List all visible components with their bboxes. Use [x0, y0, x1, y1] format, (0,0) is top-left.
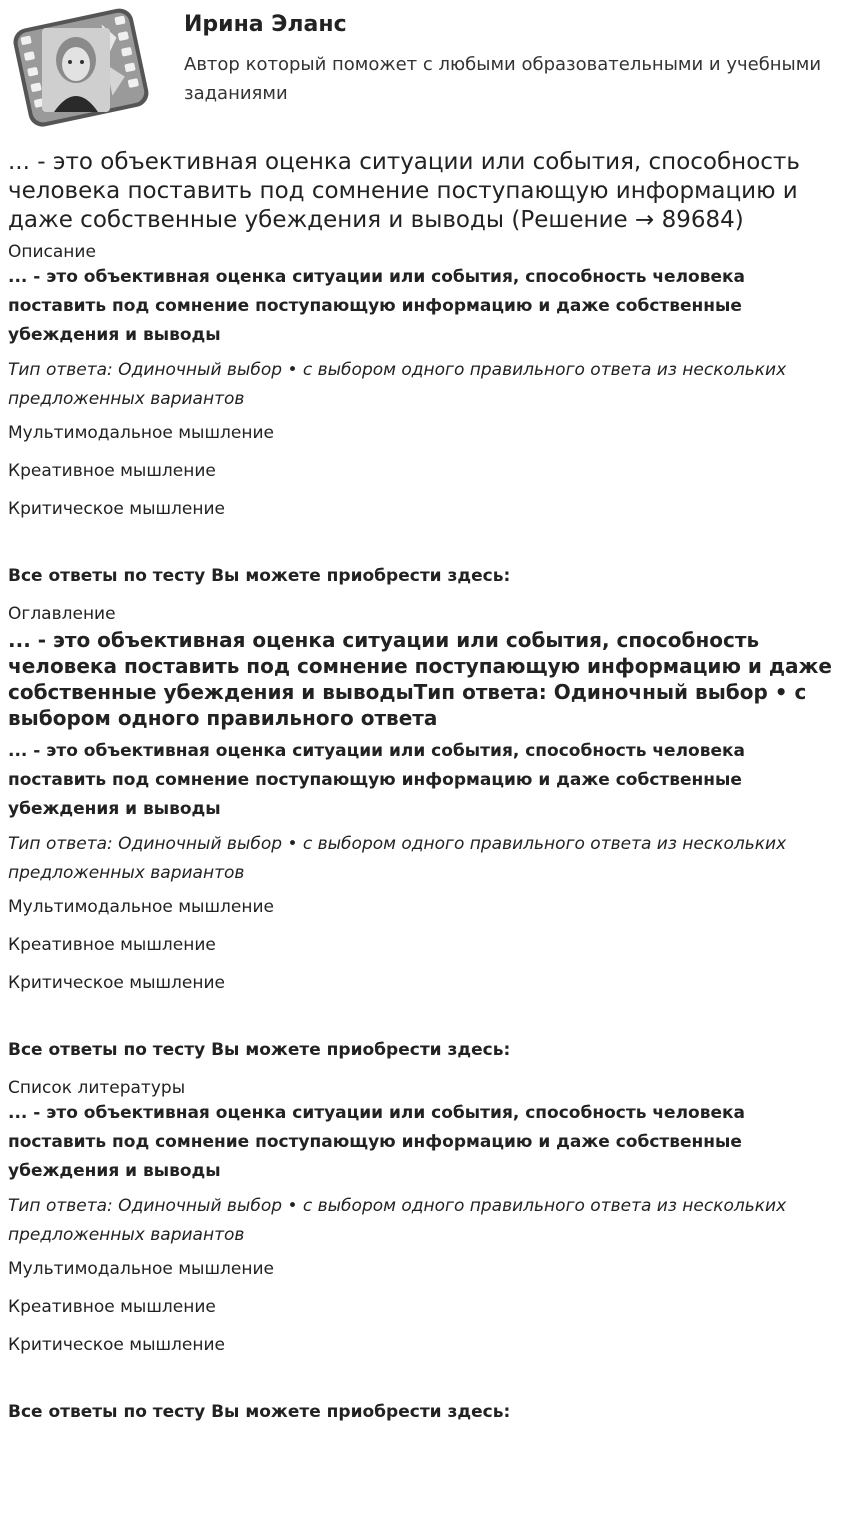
literature-section: [8, 1077, 840, 1427]
section-label-description: Описание: [8, 242, 96, 262]
description-section: [8, 241, 840, 591]
answer-option: Критическое мышление: [8, 973, 225, 993]
question-text: ... - это объективная оценка ситуации или события, способность человека поставить под сомнение поступающую информацию и даже собственные убеждения и выводы: [8, 741, 746, 819]
answer-type: Тип ответа: Одиночный выбор • с выбором одного правильного ответа из нескольких предложенных вариантов: [8, 1196, 787, 1245]
answer-option: Креативное мышление: [8, 461, 216, 481]
toc-section: [8, 603, 840, 1065]
author-header: [0, 0, 847, 135]
buy-answers-text: Все ответы по тесту Вы можете приобрести здесь:: [8, 1040, 511, 1060]
answer-option: Креативное мышление: [8, 1297, 216, 1317]
question-text: ... - это объективная оценка ситуации или события, способность человека поставить под сомнение поступающую информацию и даже собственные убеждения и выводы: [8, 1103, 746, 1181]
answer-option: Критическое мышление: [8, 1335, 225, 1355]
answer-option: Мультимодальное мышление: [8, 1259, 274, 1279]
answer-type: Тип ответа: Одиночный выбор • с выбором одного правильного ответа из нескольких предложенных вариантов: [8, 360, 787, 409]
author-name[interactable]: Ирина Эланс: [184, 12, 347, 37]
buy-answers-text: Все ответы по тесту Вы можете приобрести здесь:: [8, 1402, 511, 1422]
author-description: Автор который поможет с любыми образовательными и учебными заданиями: [184, 54, 822, 104]
toc-heading: ... - это объективная оценка ситуации или события, способность человека поставить под сомнение поступающую информацию и даже собственные убеждения и выводыТип ответа: Одиночный выбор • с выбором одного правильного ответа: [8, 628, 832, 730]
main-content: [8, 148, 840, 1439]
answer-option: Критическое мышление: [8, 499, 225, 519]
answer-option: Мультимодальное мышление: [8, 897, 274, 917]
answer-type: Тип ответа: Одиночный выбор • с выбором одного правильного ответа из нескольких предложенных вариантов: [8, 834, 787, 883]
answer-option: Мультимодальное мышление: [8, 423, 274, 443]
question-text: ... - это объективная оценка ситуации или события, способность человека поставить под сомнение поступающую информацию и даже собственные убеждения и выводы: [8, 267, 746, 345]
answer-option: Креативное мышление: [8, 935, 216, 955]
section-label-toc: Оглавление: [8, 604, 116, 624]
page-title: ... - это объективная оценка ситуации или события, способность человека поставить под сомнение поступающую информацию и даже собственные убеждения и выводы (Решение → 89684): [8, 149, 800, 233]
section-label-literature: Список литературы: [8, 1078, 186, 1098]
author-avatar: [6, 6, 152, 130]
buy-answers-text: Все ответы по тесту Вы можете приобрести здесь:: [8, 566, 511, 586]
